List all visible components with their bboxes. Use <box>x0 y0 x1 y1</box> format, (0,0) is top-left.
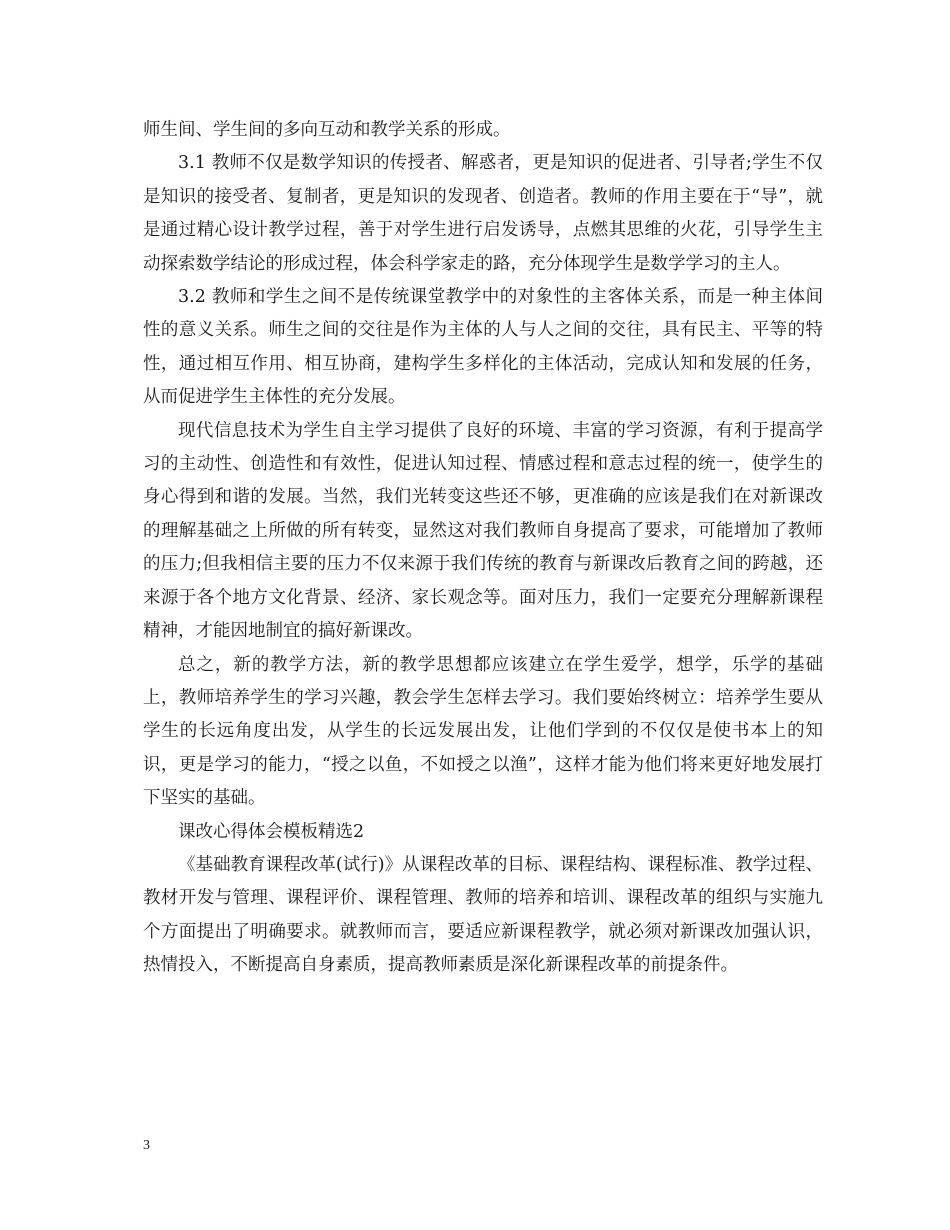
paragraph-modern-it: 现代信息技术为学生自主学习提供了良好的环境、丰富的学习资源，有利于提高学习的主动性、创造性和有效性，促进认知过程、情感过程和意志过程的统一，使学生的身心得到和谐的发展。当然，我们光转变这些还不够，更准确的应该是我们在对新课改的理解基础之上所做的所有转变，显然这对我们教师自身提高了要求，可能增加了教师的压力;但我相信主要的压力不仅来源于我们传统的教育与新课改后教育之间的跨越，还来源于各个地方文化背景、经济、家长观念等。面对压力，我们一定要充分理解新课程精神，才能因地制宜的搞好新课改。 <box>143 420 823 642</box>
section-heading: 课改心得体会模板精选2 <box>178 821 365 842</box>
paragraph-conclusion: 总之，新的教学方法，新的教学思想都应该建立在学生爱学，想学，乐学的基础上，教师培养学生的学习兴趣，教会学生怎样去学习。我们要始终树立：培养学生要从学生的长远角度出发，从学生的长远发展出发，让他们学到的不仅仅是使书本上的知识，更是学习的能力，“授之以鱼，不如授之以渔”，这样才能为他们将来更好地发展打下坚实的基础。 <box>143 654 823 809</box>
document-body <box>143 114 823 983</box>
paragraph-3-2: 3.2 教师和学生之间不是传统课堂教学中的对象性的主客体关系，而是一种主体间性的意义关系。师生之间的交往是作为主体的人与人之间的交往，具有民主、平等的特性，通过相互作用、相互协商，建构学生多样化的主体活动，完成认知和发展的任务，从而促进学生主体性的充分发展。 <box>143 287 823 408</box>
page-number: 3 <box>143 1138 150 1153</box>
paragraph-reform-intro: 《基础教育课程改革(试行)》从课程改革的目标、课程结构、课程标准、教学过程、教材开发与管理、课程评价、课程管理、教师的培养和培训、课程改革的组织与实施九个方面提出了明确要求。就教师而言，要适应新课程教学，就必须对新课改加强认识，热情投入，不断提高自身素质，提高教师素质是深化新课程改革的前提条件。 <box>143 854 823 976</box>
paragraph-continuation: 师生间、学生间的多向互动和教学关系的形成。 <box>143 120 511 140</box>
paragraph-3-1: 3.1 教师不仅是数学知识的传授者、解惑者，更是知识的促进者、引导者;学生不仅是知识的接受者、复制者，更是知识的发现者、创造者。教师的作用主要在于“导”，就是通过精心设计教学过程，善于对学生进行启发诱导，点燃其思维的火花，引导学生主动探索数学结论的形成过程，体会科学家走的路，充分体现学生是数学学习的主人。 <box>143 153 823 274</box>
